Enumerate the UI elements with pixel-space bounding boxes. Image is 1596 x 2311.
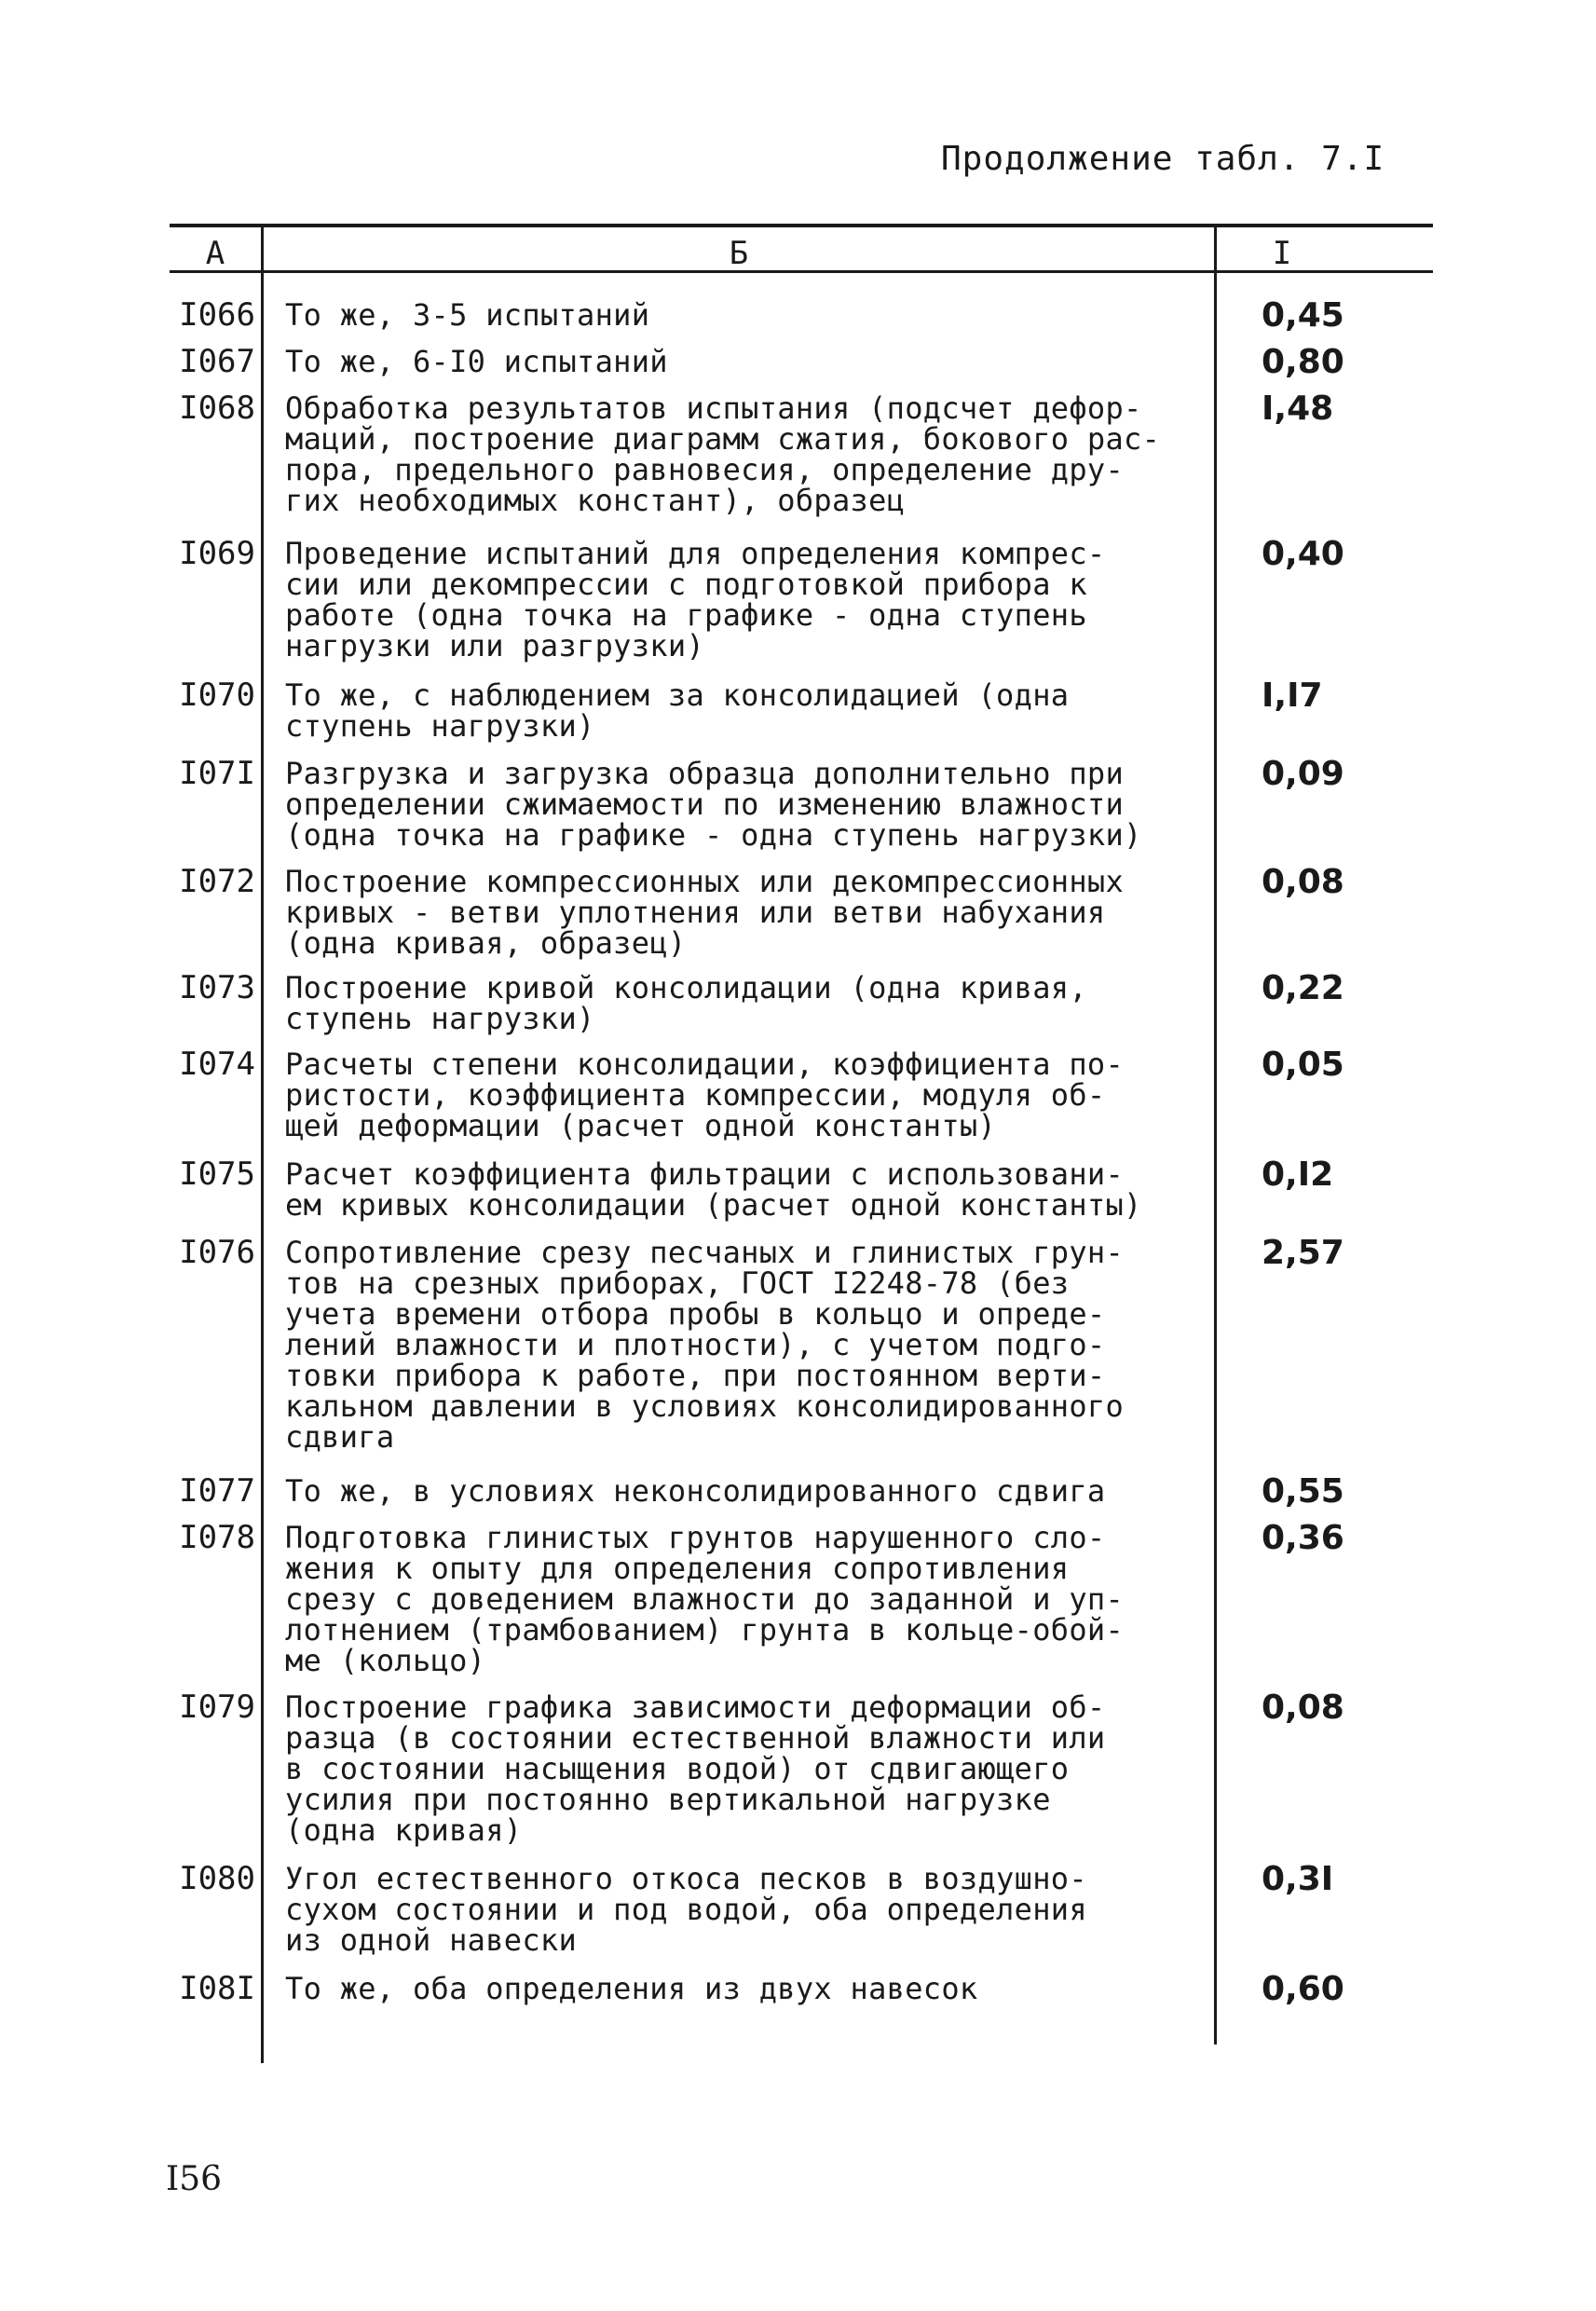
- row-code: I072: [179, 863, 255, 900]
- row-description: То же, с наблюдением за консолидацией (одна ступень нагрузки): [285, 677, 1070, 744]
- row-value: 0,I2: [1262, 1156, 1334, 1194]
- table-top-rule: [170, 224, 1433, 227]
- table-continuation-caption: Продолжение табл. 7.I: [941, 140, 1385, 178]
- row-code: I070: [179, 677, 255, 714]
- row-code: I066: [179, 296, 255, 334]
- page-number: I56: [166, 2160, 223, 2198]
- row-code: I077: [179, 1472, 255, 1510]
- row-value: I,I7: [1262, 677, 1323, 715]
- row-description: Сопротивление срезу песчаных и глинистых грун- тов на срезных приборах, ГОСТ I2248-78 (без учета времени отбора пробы в кольцо и опреде- лений влажности и плотности), с учетом подго- товки прибора к работе, при постоянном верти- кальном давлении в условиях консолидированного сдвига: [285, 1235, 1125, 1455]
- row-value: 2,57: [1262, 1234, 1344, 1272]
- row-code: I073: [179, 969, 255, 1006]
- row-value: 0,80: [1262, 343, 1344, 381]
- row-description: Разгрузка и загрузка образца дополнительно при определении сжимаемости по изменению влажности (одна точка на графике - одна ступень нагрузки): [285, 756, 1142, 853]
- column-divider-a-b: [261, 227, 264, 2063]
- row-code: I078: [179, 1519, 255, 1556]
- row-value: 0,40: [1262, 535, 1344, 573]
- row-description: То же, оба определения из двух навесок: [285, 1971, 978, 2006]
- row-description: Проведение испытаний для определения компрес- сии или декомпрессии с подготовкой прибора к работе (одна точка на графике - одна ступень нагрузки или разгрузки): [285, 536, 1106, 663]
- row-code: I067: [179, 343, 255, 380]
- row-value: 0,60: [1262, 1970, 1344, 2008]
- column-header-i: I: [1272, 235, 1292, 272]
- column-header-a: А: [205, 235, 225, 272]
- row-description: Угол естественного откоса песков в воздушно- сухом состоянии и под водой, оба определения из одной навески: [285, 1861, 1087, 1958]
- row-value: 0,22: [1262, 969, 1344, 1007]
- row-value: 0,3I: [1262, 1860, 1334, 1898]
- row-description: Подготовка глинистых грунтов нарушенного сло- жения к опыту для определения сопротивления срезу с доведением влажности до заданной и уп- лотнением (трамбованием) грунта в кольце-обой- ме (кольцо): [285, 1520, 1125, 1678]
- row-description: То же, в условиях неконсолидированного сдвига: [285, 1473, 1106, 1509]
- row-value: I,48: [1262, 390, 1334, 428]
- row-value: 0,36: [1262, 1519, 1344, 1557]
- row-code: I075: [179, 1156, 255, 1193]
- row-code: I076: [179, 1234, 255, 1271]
- row-value: 0,08: [1262, 1689, 1344, 1727]
- row-description: Расчеты степени консолидации, коэффициента по- ристости, коэффициента компрессии, модуля об- щей деформации (расчет одной константы): [285, 1046, 1125, 1143]
- row-description: Построение кривой консолидации (одна кривая, ступень нагрузки): [285, 970, 1087, 1036]
- row-value: 0,45: [1262, 296, 1344, 335]
- row-code: I080: [179, 1860, 255, 1897]
- row-code: I08I: [179, 1970, 255, 2007]
- row-value: 0,08: [1262, 863, 1344, 901]
- row-value: 0,09: [1262, 755, 1344, 793]
- row-code: I069: [179, 535, 255, 572]
- row-description: Построение компрессионных или декомпрессионных кривых - ветви уплотнения или ветви набухания (одна кривая, образец): [285, 864, 1125, 961]
- row-value: 0,55: [1262, 1472, 1344, 1511]
- row-code: I074: [179, 1046, 255, 1083]
- row-description: Обработка результатов испытания (подсчет дефор- маций, построение диаграмм сжатия, бокового рас- пора, предельного равновесия, определение дру- гих необходимых констант), образец: [285, 390, 1161, 518]
- row-value: 0,05: [1262, 1046, 1344, 1084]
- row-description: То же, 3-5 испытаний: [285, 297, 650, 333]
- row-description: Расчет коэффициента фильтрации с использовани- ем кривых консолидации (расчет одной константы): [285, 1156, 1142, 1223]
- row-code: I07I: [179, 755, 255, 792]
- row-description: Построение графика зависимости деформации об- разца (в состоянии естественной влажности или в состоянии насыщения водой) от сдвигающего усилия при постоянно вертикальной нагрузке (одна кривая): [285, 1689, 1106, 1848]
- row-description: То же, 6-I0 испытаний: [285, 344, 668, 379]
- column-header-b: Б: [729, 235, 749, 272]
- row-code: I079: [179, 1689, 255, 1726]
- row-code: I068: [179, 390, 255, 427]
